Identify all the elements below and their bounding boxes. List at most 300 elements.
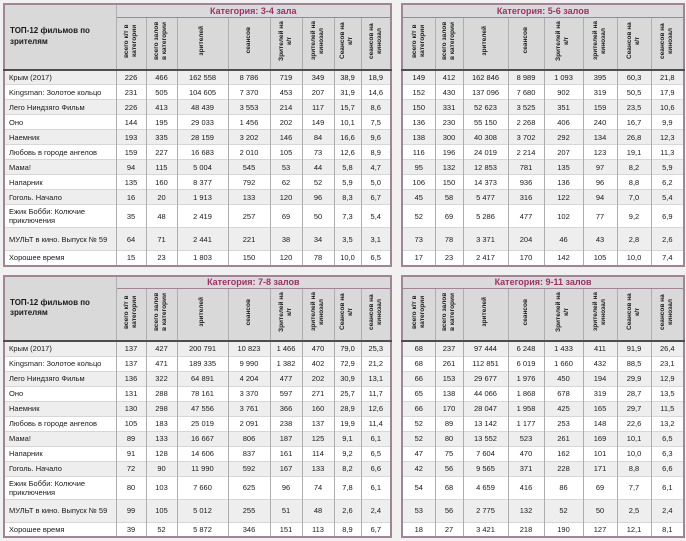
value-cell: 9,2 [617,205,651,228]
value-cell: 5,4 [651,190,684,205]
film-name-cell: Мама! [4,431,116,446]
value-cell: 425 [544,401,583,416]
value-cell: 10,6 [651,100,684,115]
film-name-cell: Напарник [4,446,116,461]
value-cell: 430 [435,85,463,100]
table-row [4,251,391,266]
table-row [402,461,684,476]
value-cell: 104 605 [177,85,228,100]
value-cell: 116 [402,145,435,160]
film-name-cell: Гоголь. Начало [4,190,116,205]
value-cell: 50 [302,205,334,228]
value-cell: 5 477 [463,190,508,205]
value-cell: 471 [146,356,177,371]
table-row [402,251,684,266]
value-cell: 837 [228,446,270,461]
value-cell: 5,4 [361,205,391,228]
value-cell: 1 466 [270,341,302,356]
value-cell: 73 [302,145,334,160]
film-name-cell: Kingsman: Золотое кольцо [4,356,116,371]
value-cell: 54 [402,476,435,499]
value-cell: 106 [402,175,435,190]
value-cell: 5,8 [334,160,361,175]
film-name-cell: Kingsman: Золотое кольцо [4,85,116,100]
value-cell: 31,9 [334,85,361,100]
value-cell: 3 421 [463,522,508,537]
film-name-cell: Хорошее время [4,251,116,266]
column-header-label: сеансов [521,298,529,326]
column-header [270,289,302,342]
value-cell: 183 [146,416,177,431]
value-cell: 47 556 [177,401,228,416]
value-cell: 2 091 [228,416,270,431]
value-cell: 9,1 [334,431,361,446]
value-cell: 202 [302,371,334,386]
value-cell: 261 [544,431,583,446]
value-cell: 8,1 [651,522,684,537]
table-row [4,70,391,85]
value-cell: 592 [228,461,270,476]
value-cell: 95 [402,160,435,175]
value-cell: 271 [302,386,334,401]
value-cell: 48 [302,499,334,522]
value-cell: 194 [583,371,617,386]
value-cell: 96 [270,476,302,499]
film-name-cell: Напарник [4,175,116,190]
value-cell: 28 047 [463,401,508,416]
value-cell: 137 096 [463,85,508,100]
table-row [402,160,684,175]
value-cell: 231 [116,85,146,100]
value-cell: 113 [302,522,334,537]
value-cell: 545 [228,160,270,175]
value-cell: 6,9 [651,205,684,228]
value-cell: 16,7 [617,115,651,130]
value-cell: 11 990 [177,461,228,476]
value-cell: 101 [583,446,617,461]
value-cell: 8 377 [177,175,228,190]
value-cell: 6,1 [651,476,684,499]
value-cell: 806 [228,431,270,446]
value-cell: 15 [116,251,146,266]
column-header [544,17,583,70]
value-cell: 135 [116,175,146,190]
value-cell: 117 [302,100,334,115]
value-cell: 53 [402,499,435,522]
table-category-5-6-halls [401,3,685,267]
value-cell: 3 553 [228,100,270,115]
column-header [228,17,270,70]
column-header-label: Зрителей на к/т [277,20,293,61]
table-row [4,522,391,537]
column-header [116,289,146,342]
value-cell: 146 [270,130,302,145]
value-cell: 90 [146,461,177,476]
value-cell: 16,6 [334,130,361,145]
value-cell: 1 660 [544,356,583,371]
value-cell: 238 [270,416,302,431]
value-cell: 477 [270,371,302,386]
table-row [402,499,684,522]
value-cell: 167 [270,461,302,476]
value-cell: 75 [435,446,463,461]
value-cell: 781 [508,160,544,175]
value-cell: 160 [146,175,177,190]
value-cell: 120 [270,190,302,205]
value-cell: 72,9 [334,356,361,371]
film-name-cell: МУЛЬТ в кино. Выпуск № 59 [4,228,116,251]
value-cell: 69 [583,476,617,499]
column-header-label: всего залов в категории [440,21,456,60]
value-cell: 96 [583,175,617,190]
value-cell: 13,1 [361,371,391,386]
value-cell: 10,1 [334,115,361,130]
value-cell: 68 [402,341,435,356]
value-cell: 7 370 [228,85,270,100]
table-row [402,522,684,537]
value-cell: 28 159 [177,130,228,145]
value-cell: 134 [583,130,617,145]
value-cell: 149 [302,115,334,130]
value-cell: 1 976 [508,371,544,386]
value-cell: 84 [302,130,334,145]
value-cell: 226 [116,70,146,85]
column-header-label: Сеансов на к/т [339,293,355,331]
value-cell: 466 [146,70,177,85]
value-cell: 2 010 [228,145,270,160]
column-header-label: Сеансов на к/т [625,22,641,59]
column-header [544,289,583,342]
value-cell: 102 [544,205,583,228]
value-cell: 936 [508,175,544,190]
value-cell: 159 [583,100,617,115]
value-cell: 2 214 [508,145,544,160]
value-cell: 5,9 [651,160,684,175]
value-cell: 28,9 [334,401,361,416]
value-cell: 2 268 [508,115,544,130]
value-cell: 34 [302,228,334,251]
value-cell: 6,5 [361,251,391,266]
table-row [402,476,684,499]
value-cell: 96 [302,190,334,205]
table-row [4,85,391,100]
column-header [508,289,544,342]
value-cell: 125 [302,431,334,446]
value-cell: 58 [435,190,463,205]
table-row [402,115,684,130]
value-cell: 230 [435,115,463,130]
column-header-label: всего к/т в категории [122,23,138,58]
value-cell: 112 851 [463,356,508,371]
column-header-label: всего залов в категории [153,292,169,332]
column-header-label: зрителей [198,297,206,327]
column-header-label: зрителей [481,25,489,56]
value-cell: 26,4 [651,341,684,356]
value-cell: 2 417 [463,251,508,266]
column-header [302,289,334,342]
value-cell: 196 [435,145,463,160]
category-title: Категория: 9-11 залов [402,276,684,289]
value-cell: 14 606 [177,446,228,461]
value-cell: 29 033 [177,115,228,130]
value-cell: 3 371 [463,228,508,251]
value-cell: 105 [116,416,146,431]
value-cell: 47 [402,446,435,461]
column-header-label: зрителей на кинозал [591,21,607,60]
column-header-label: сеансов на кинозал [367,22,383,59]
table-row [4,190,391,205]
value-cell: 23,1 [651,356,684,371]
value-cell: 72 [116,461,146,476]
value-cell: 142 [544,251,583,266]
value-cell: 151 [270,522,302,537]
value-cell: 240 [583,115,617,130]
value-cell: 78 [302,251,334,266]
value-cell: 170 [435,401,463,416]
value-cell: 1 177 [508,416,544,431]
column-header [435,17,463,70]
value-cell: 6,3 [651,446,684,461]
column-header-label: всего к/т в категории [122,295,138,329]
value-cell: 68 [402,356,435,371]
value-cell: 52 [402,416,435,431]
value-cell: 133 [146,431,177,446]
value-cell: 346 [228,522,270,537]
value-cell: 625 [228,476,270,499]
table-row [402,356,684,371]
table-category-3-4-halls [3,3,392,267]
value-cell: 792 [228,175,270,190]
table-header [4,276,391,342]
value-cell: 136 [544,175,583,190]
table-body [402,341,684,537]
value-cell: 20 [146,190,177,205]
value-cell: 138 [435,386,463,401]
value-cell: 8,6 [361,100,391,115]
value-cell: 150 [402,100,435,115]
value-cell: 371 [508,461,544,476]
column-header [302,17,334,70]
value-cell: 11,4 [361,416,391,431]
table-row [4,175,391,190]
value-cell: 73 [402,228,435,251]
value-cell: 412 [435,70,463,85]
value-cell: 432 [583,356,617,371]
value-cell: 4 659 [463,476,508,499]
value-cell: 193 [116,130,146,145]
value-cell: 5,0 [361,175,391,190]
value-cell: 477 [508,205,544,228]
column-header [270,17,302,70]
table-row [4,130,391,145]
value-cell: 226 [116,100,146,115]
value-cell: 1 456 [228,115,270,130]
film-name-cell: Лего Ниндзяго Фильм [4,100,116,115]
value-cell: 5 286 [463,205,508,228]
value-cell: 53 [270,160,302,175]
value-cell: 19,1 [617,145,651,160]
column-header-label: зрителей на кинозал [591,292,607,332]
column-header [651,17,684,70]
table-row [4,446,391,461]
column-header-label: сеансов [244,27,252,54]
value-cell: 21,8 [651,70,684,85]
column-header [463,17,508,70]
value-cell: 149 [402,70,435,85]
value-cell: 114 [302,446,334,461]
column-header [508,17,544,70]
film-name-cell: Любовь в городе ангелов [4,145,116,160]
film-name-cell: Крым (2017) [4,70,116,85]
value-cell: 300 [435,130,463,145]
value-cell: 29,7 [617,401,651,416]
value-cell: 22,6 [617,416,651,431]
film-name-cell: Любовь в городе ангелов [4,416,116,431]
value-cell: 152 [402,85,435,100]
table-header [4,4,391,70]
table-row [402,190,684,205]
value-cell: 56 [435,461,463,476]
value-cell: 150 [435,175,463,190]
value-cell: 395 [583,70,617,85]
value-cell: 470 [508,446,544,461]
value-cell: 7 604 [463,446,508,461]
value-cell: 8 786 [228,70,270,85]
table-row [4,356,391,371]
value-cell: 105 [270,145,302,160]
value-cell: 79,0 [334,341,361,356]
value-cell: 214 [270,100,302,115]
column-header-label: зрителей на кинозал [309,292,325,332]
value-cell: 66 [402,401,435,416]
value-cell: 3,1 [361,228,391,251]
column-header [361,17,391,70]
value-cell: 204 [508,228,544,251]
value-cell: 120 [270,251,302,266]
value-cell: 21,2 [361,356,391,371]
table-row [4,431,391,446]
value-cell: 523 [508,431,544,446]
value-cell: 88,5 [617,356,651,371]
value-cell: 150 [228,251,270,266]
value-cell: 137 [116,356,146,371]
film-name-cell: Крым (2017) [4,341,116,356]
value-cell: 1 958 [508,401,544,416]
table-row [402,431,684,446]
value-cell: 128 [146,446,177,461]
column-header [617,289,651,342]
value-cell: 1 433 [544,341,583,356]
value-cell: 131 [116,386,146,401]
value-cell: 13 552 [463,431,508,446]
value-cell: 207 [302,85,334,100]
column-header-label: Сеансов на к/т [339,22,355,59]
table-row [402,205,684,228]
value-cell: 319 [583,386,617,401]
value-cell: 1 093 [544,70,583,85]
value-cell: 11,7 [361,386,391,401]
column-header [334,17,361,70]
value-cell: 10,0 [617,446,651,461]
table-category-9-11-halls [401,275,685,539]
value-cell: 10,1 [617,431,651,446]
value-cell: 237 [435,341,463,356]
category-title: Категория: 5-6 залов [402,4,684,17]
value-cell: 8,8 [617,461,651,476]
value-cell: 2,6 [334,499,361,522]
value-cell: 12 853 [463,160,508,175]
value-cell: 8,8 [617,175,651,190]
value-cell: 153 [435,371,463,386]
column-header [228,289,270,342]
value-cell: 257 [228,205,270,228]
film-name-cell: Хорошее время [4,522,116,537]
value-cell: 78 [435,228,463,251]
category-title: Категория: 3-4 зала [116,4,391,17]
value-cell: 55 150 [463,115,508,130]
value-cell: 69 [270,205,302,228]
value-cell: 9 565 [463,461,508,476]
film-name-cell: Ежик Бобби: Колючие приключения [4,476,116,499]
value-cell: 94 [116,160,146,175]
value-cell: 5 012 [177,499,228,522]
value-cell: 3 370 [228,386,270,401]
value-cell: 1 803 [177,251,228,266]
value-cell: 16 667 [177,431,228,446]
value-cell: 30,9 [334,371,361,386]
column-header [402,17,435,70]
value-cell: 64 891 [177,371,228,386]
value-cell: 12,6 [334,145,361,160]
value-cell: 71 [146,228,177,251]
column-header-label: Зрителей на к/т [555,292,571,332]
table-row [4,401,391,416]
value-cell: 52 [402,205,435,228]
value-cell: 16 683 [177,145,228,160]
value-cell: 3 702 [508,130,544,145]
value-cell: 3,5 [334,228,361,251]
value-cell: 29,9 [617,371,651,386]
value-cell: 2,4 [361,499,391,522]
value-cell: 105 [583,251,617,266]
value-cell: 38,9 [334,70,361,85]
column-header-label: сеансов на кинозал [659,22,675,59]
value-cell: 56 [435,499,463,522]
table-row [402,100,684,115]
value-cell: 261 [435,356,463,371]
row-label-header: ТОП-12 фильмов по зрителям [4,4,116,70]
value-cell: 11,5 [651,401,684,416]
value-cell: 2 775 [463,499,508,522]
table-body [4,341,391,537]
value-cell: 89 [116,431,146,446]
value-cell: 161 [270,446,302,461]
value-cell: 202 [270,115,302,130]
value-cell: 7,4 [651,251,684,266]
value-cell: 18 [402,522,435,537]
value-cell: 10,0 [334,251,361,266]
value-cell: 316 [508,190,544,205]
value-cell: 4 204 [228,371,270,386]
table-row [4,386,391,401]
value-cell: 25,3 [361,341,391,356]
value-cell: 69 [435,205,463,228]
value-cell: 6,6 [651,461,684,476]
value-cell: 406 [544,115,583,130]
value-cell: 170 [508,251,544,266]
value-cell: 60,3 [617,70,651,85]
value-cell: 97 444 [463,341,508,356]
